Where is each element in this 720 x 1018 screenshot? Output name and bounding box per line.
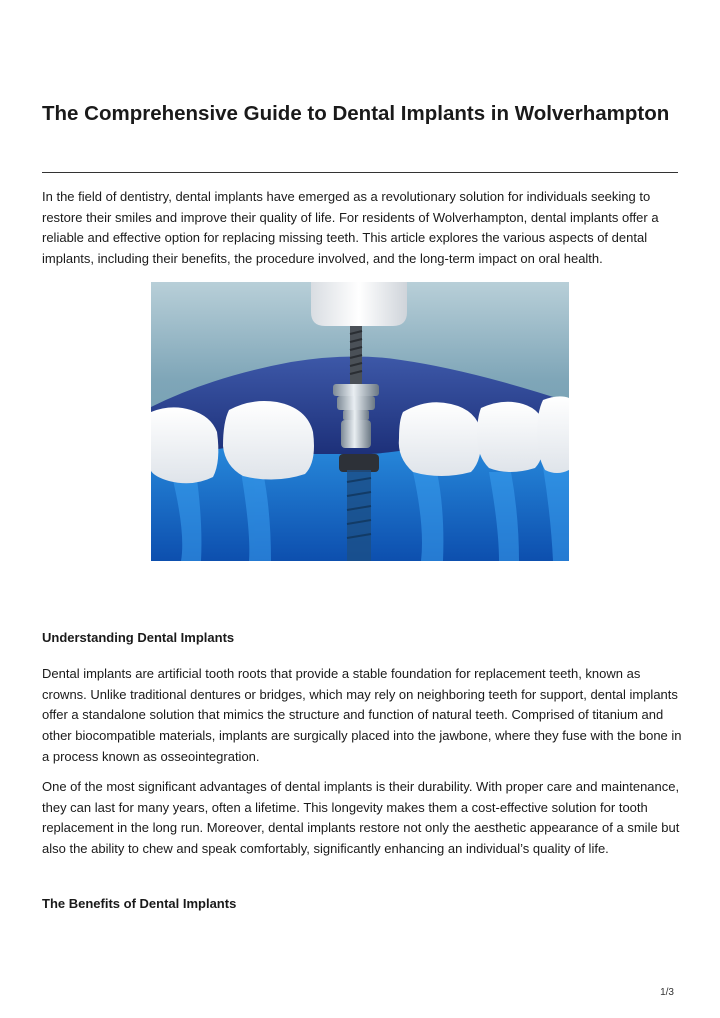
section-heading: The Benefits of Dental Implants [42, 896, 237, 911]
section-paragraph: One of the most significant advantages of dental implants is their durability. With proper care and maintenance, they can last for many years, often a lifetime. This longevity makes them a cost-effective solution for tooth replacement in the long run. Moreover, dental implants restore not only the aesthetic appearance of a smile but also the ability to chew and speak comfortably, significantly enhancing an individual’s quality of life. [42, 779, 680, 857]
section-heading: Understanding Dental Implants [42, 630, 235, 645]
intro-paragraph: In the field of dentistry, dental implants have emerged as a revolutionary solution for individuals seeking to restore their smiles and improve their quality of life. For residents of Wolverhampton, dental implants offer a reliable and effective option for replacing missing teeth. This article explores the various aspects of dental implants, including their benefits, the procedure involved, and the long-term impact on oral health. [42, 189, 659, 267]
page-number: 1/3 [660, 987, 674, 998]
section-paragraph: Dental implants are artificial tooth roots that provide a stable foundation for replacement teeth, known as crowns. Unlike traditional dentures or bridges, which may rely on neighboring teeth for support, dental implants offer a standalone solution that mimics the structure and function of natural teeth. Comprised of titanium and other biocompatible materials, implants are surgically placed into the jawbone, where they fuse with the bone in a process known as osseointegration. [42, 666, 682, 764]
document-title: The Comprehensive Guide to Dental Implants in Wolverhampton [42, 102, 670, 125]
dental-implant-image [151, 282, 569, 561]
title-divider [42, 172, 678, 173]
